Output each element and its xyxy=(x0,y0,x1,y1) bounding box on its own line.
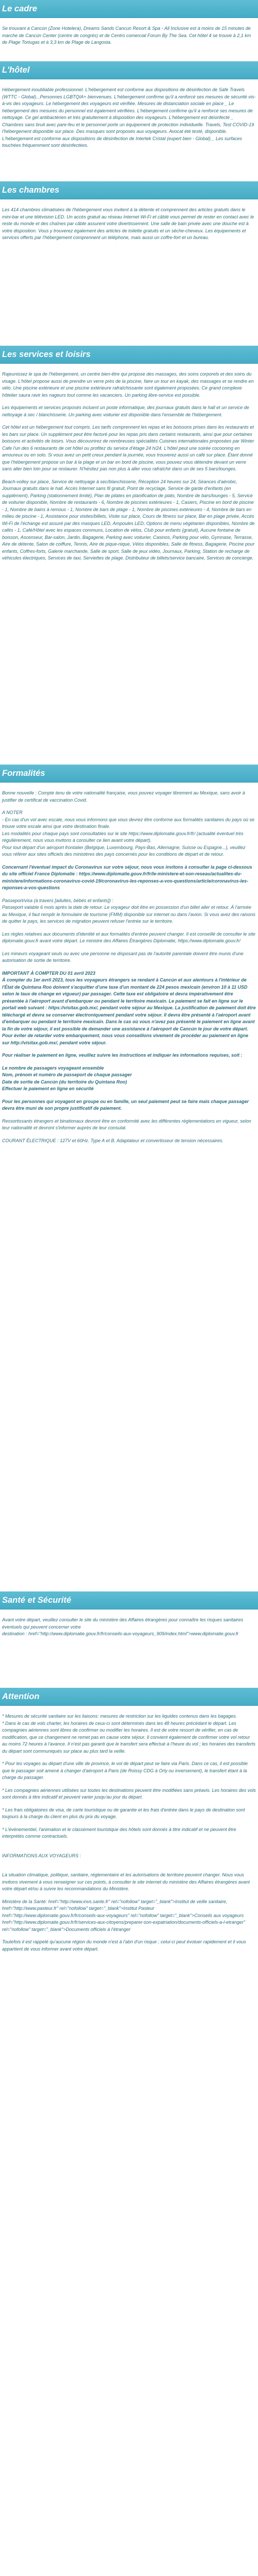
section-body-hotel xyxy=(0,79,258,181)
section-header-services-loisirs: Les services et loisirs xyxy=(0,346,258,364)
section-hotel xyxy=(0,61,258,181)
section-header-sante-securite: Santé et Sécurité xyxy=(0,1591,258,1609)
section-services-loisirs xyxy=(0,346,258,765)
section-header-le-cadre: Le cadre xyxy=(0,0,258,18)
section-header-hotel: L'hôtel xyxy=(0,61,258,79)
section-body-le-cadre xyxy=(0,18,258,61)
paragraph: * Les compagnies aériennes utilisées sur toutes les destinations peuvent être modifiées sans préavis. Les horaires des vols sont donnés à titre indicatif et peuvent varier jusqu'au jour du départ. xyxy=(2,1787,256,1800)
paragraph: Hébergement inoubliable professionnel. L'hébergement est conforme aux dispositions de désinfection de Safe Travels (WTTC - Global)._Personnes LGBTQIA+ bienvenues. L'hébergement confirme qu'il a renforcé ses mesures de sécurité vis-à-vis des voyageurs. Le hébergement des voyageurs est vérifiée. Mesures de distanciation sociale en place _ Le hébergement des mesures du personnel est également vérifiées. L'hébergement confirme qu'il a renforcé ses mesures de nettoyage. Ce gel antibactérien et très gratuitement à disposition des voyageurs. L'hébergement est désinfecté _ Chambres sans bruit avec pare-feu et le personnel porte un équipement de protection individuelle. Travels, Test COVID-19 l'hébergement disponible sur place. Des masques sont proposés aux voyageurs. Avocat été testé, disponible. L'hébergement est conforme aux dispositions de désinfection de Intertek Cristal (expert bien - Global)._ Les surfaces touchées fréquemment sont désinfectées. xyxy=(2,87,256,148)
paragraph: Bonne nouvelle : Compte tenu de votre nationalité française, vous pouvez voyager librement au Mexique, sans avoir à justifier de certificat de vaccination Covid. xyxy=(2,790,245,803)
paragraph: Pour réaliser le paiement en ligne, veuillez suivre les instructions et indiquer les informations requises, soit : xyxy=(2,1053,243,1058)
section-body-services-loisirs xyxy=(0,364,258,765)
paragraph: Avant votre départ, veuillez consulter le site du ministère des Affaires étrangères pour connaître les risques sanitaires éventuels qui peuvent concerner votre destination : href="http://www.diplomatie.gouv.fr/fr/conseils-aux-voyageurs_909/index.html">www.diplomatie.gouv.fr xyxy=(2,1617,244,1636)
paragraph: * Les frais obligatoires de visa, de carte touristique ou de garantie et les frais d'entrée dans le pays de destination sont toujours à la charge du client en plus du prix du voyage. xyxy=(2,1807,245,1819)
section-le-cadre xyxy=(0,0,258,61)
paragraph: Les mineurs voyageant seuls ou avec une personne ne disposant pas de l'autorité parentale doivent être munis d'une autorisation de sortie de territoire. xyxy=(2,951,244,963)
paragraph: Toutefois il est rappelé qu'aucune région du monde n'est à l'abri d'un risque ; celui-ci peut évoluer rapidement et il vous appartient de vous informer avant votre départ. xyxy=(2,1939,246,1952)
section-body-chambres xyxy=(0,199,258,346)
paragraph: Beach-volley sur place, Service de nettoyage à sec/blanchisserie, Réception 24 heures sur 24, Séances d'aérobic, Journaux gratuits dans le hall. Accès Internet sans fil gratuit, Point de recyclage, Service de garde d'enfants (en supplément), Parking (stationnement limité), Plan de pilates en planification de plats, Nombre de bars/lounges - 5, Service de voiturier disponible, Nombre de restaurants - 6, Nombre de piscines extérieures - 1, Casiers, Piscine en bord de piscine - 1, Nombre de bains à remous - 1, Nombre de bars de plage - 1, Nombre de piscines extérieures - 4, Nombre de bars en milieu de piscine - 1, Assistance pour visites/billets, Visite sur place, Cours de fitness sur place, Bar en plage privée, Accès Wi-Fi de l'échange est assuré par des masques LED, Ampoules LED, Options de menu végétarien disponibles, Nombre de cafés - 1, Café/Hôtel avec les espaces communs, Location de vélos, Club pour enfants (gratuit), Aucune fontaine de boisson, Ascenseur, Bar-salon, Jardin, Bagagerie, Parking avec voiturier, Casinos, Parking pour vélo, Gymnase, Terrasse, Aire de détente, Salon de coiffure, Tennis, Aire de pique-nique, Vélos disponibles, Salle de fitness, Bagagerie, Piscine pour enfants, Coffres-forts, Galerie marchande, Salle de sport, Salle de jeux vidéo, Journaux, Parking, Station de recharge de véhicules électriques, Services de taxi, Serviettes de plage. Distributeur de billets/service bancaire, Services de concierge. xyxy=(2,479,255,561)
section-header-formalites: Formalités xyxy=(0,765,258,783)
paragraph: Le nombre de passagers voyageant ensemble Nom, prénom et numéro de passeport de chaque passager Date de sortie de Cancún (du territoire du Quintana Roo) Effectuer le paiement en ligne en sécurité xyxy=(2,1065,132,1091)
paragraph: INFORMATIONS AUX VOYAGEURS : xyxy=(2,1853,82,1858)
section-body-attention xyxy=(0,1706,258,2576)
paragraph: Passeport/visa (à travers [adultes, bébés et enfants]) : Passeport valable 6 mois après la date de retour. Le voyageur doit être en possession d'un billet aller et retour. À l'arrivée au Mexique, il faut remplir le formulaire de tourisme (FMM) disponible sur internet ou dans l'avion. Si vous avez des raisons de quitter le pays, les services de migration peuvent refuser l'entrée sur le territoire. xyxy=(2,897,255,924)
paragraph: Rajeunissez le spa de l'hébergement, un centre bien-être qui propose des massages, des soins corporels et des soins du visage. L'hôtel propose aussi de prendre un verre près de la piscine, faire un tour en kayak, des massages et se rendre en vélo. Une piscine extérieure et une piscine extérieure rafraîchissante sont également proposées. Ce grand complexe hôtelier saura ravir les nageurs tout comme les vacanciers. Un parking libre-service est possible. xyxy=(2,371,254,398)
paragraph: * L'événementiel, l'animation et le classement touristique des hôtels sont donnés à titre indicatif et ne peuvent être interprétés comme contractuels. xyxy=(2,1826,236,1839)
paragraph: Les équipements et services proposés incluent un poste informatique, des journaux gratuits dans le hall et un service de nettoyage à sec / blanchisserie. Un parking avec voiturier est disponible dans l'ensemble de l'hébergement. xyxy=(2,405,249,417)
section-body-sante-securite xyxy=(0,1609,258,1688)
section-sante-securite xyxy=(0,1591,258,1688)
paragraph: La situation climatique, politique, sanitaire, réglementaire et les autorisations de territoire peuvent changer. Nous vous invitons vivement à vous renseigner sur ces points, à consulter le site internet du ministère des Affaires étrangères avant votre départ et/ou à suivre les recommandations du Ministère. xyxy=(2,1872,250,1891)
section-chambres xyxy=(0,181,258,346)
section-formalites xyxy=(0,765,258,1591)
paragraph: COURANT ÉLECTRIQUE : 127V et 60Hz. Type A et B. Adaptateur et convertisseur de tension nécessaires. xyxy=(2,1138,224,1143)
paragraph: Se trouvant à Cancún (Zone Hotelera), Dreams Sands Cancun Resort & Spa - All Inclusive est à moins de 15 minutes de marche de Cancún Center (centre de congrès) et de Centro comercial Forum By The Sea. Cet hôtel 4 se trouve à 2,1 km de Plage Tortugas et à 3,3 km de Plage de Langosta. xyxy=(2,26,251,45)
paragraph: A NOTER - En cas d'un vol avec escale, nous vous informons que vous devrez être conforme aux formalités sanitaires du pays où se trouve votre escale ainsi que votre destination finale. Les modalités pour chaque pays sont consultables sur le site https://www.diplomatie.gouv.fr/fr/ (actualité éventuel très régulièrement, nous vous invitons à consulter ce lien avant votre départ). Pour tout départ d'un aéroport frontalier (Belgique, Luxembourg, Pays-Bas, Allemagne, Suisse ou Espagne...), veuillez vous référer aux sites officiels des ministères des pays concernés pour les conditions de départ et de retour. xyxy=(2,810,254,857)
paragraph: IMPORTANT À COMPTER DU 01 avril 2023 À compter du 1er avril 2023, tous les voyageurs étrangers se rendant à Cancún et aux alentours à l'intérieur de l'État de Quintana Roo doivent s'acquitter d'une taxe d'un montant de 224 pesos mexicain (environ 10 à 11 USD selon le taux de change en vigueur) par passager. Cette taxe est obligatoire et devra impérativement être présentée à l'aéroport avant d'embarquer ou pendant le territoire mexicain. Le paiement se fait en ligne sur le portail web suivant : https://visitax.gob.mx/, pendant votre séjour au Mexique. La justification de paiement doit être téléchargé et devra se conserver électroniquement pendant votre séjour. Il devra être présenté à l'aéroport avant d'embarquer ou pendant le territoire mexicain. Dans le cas où vous n'avez pas présenté le paiement en ligne avant la fin de votre séjour, il est possible de demander une assistance à l'aéroport de Cancún le jour de votre départ. Pour éviter de retarder votre embarquement, nous vous conseillons vivement de procéder au paiement en ligne sur http://visitax.gob.mx/, pendant votre séjour. xyxy=(2,970,256,1045)
section-header-chambres: Les chambres xyxy=(0,181,258,199)
paragraph: Ressortissants étrangers et binationaux devront être en conformité avec les différentes réglementations en vigueur, selon leur nationalité et devront s'informer auprès de leur consulat. xyxy=(2,1118,251,1130)
paragraph: Cet hôtel est un hébergement tout compris. Les tarifs comprennent les repas et les boissons prises dans les restaurants et les bars sur place. Un supplément peut être facturé pour les repas pris dans certains restaurants, ainsi que pour certaines boissons et activités de loisirs. Vous découvrirez de nombreuses spécialités Cuisines internationales proposées par Winter Cafe l'un des 6 restaurants de cet hôtel ou profitez du service d'étage 24 h/24. L'hôtel peut une soirée cocooning en amoureux ou en solo. Si vous avez un petit creux pendant la journée, vous trouverez aussi un café sur place. Étant donné que l'hébergement propose un bar à la plage et un bar en bord de piscine, vous pouvez vous détendre devant un verre sans aller bien loin pour se restaurer. N'hésitez pas non plus à aller vous rafraîchir dans un de ses 5 bars/lounges. xyxy=(2,425,254,471)
section-header-attention: Attention xyxy=(0,1688,258,1706)
paragraph: Les 414 chambres climatisées de l'hébergement vous invitent à la détente et comprennent des articles gratuits dans le mini-bar et une télévision LED. Un accès gratuit au réseau Internet Wi-Fi et câblé vous permet de rester en contact avec le reste du monde et des chaînes par câble assurent votre divertissement. Une salle de bain privée avec une douche est à votre disposition. Vous y trouverez également des articles de toilette gratuits et un sèche-cheveux. Les équipements et services offerts par l'hébergement comprennent un téléphone, mais aussi un coffre-fort et un bureau. xyxy=(2,207,254,240)
paragraph: * Mesures de sécurité sanitaire sur les liaisons: mesures de restriction sur les liquides contenus dans les bagages. * Dans le cas de vols charter, les horaires de ceux-ci sont déterminés dans les 48 heures précédant le départ. Les compagnies aériennes sont libres de confirmer ou modifier les horaires. Il est de votre ressort de vérifier, en cas de modification, que ce changement ne remet pas en cause votre séjour. Il convient également de confirmer votre vol retour au moins 72 heures à l'avance. Il n'est pas garanti que le transfert sera effectué à l'heure du vol ; les horaires des transferts du départ sont communiqués sur place au plus tard la veille. xyxy=(2,1714,255,1754)
paragraph: Les règles relatives aux documents d'identité et aux formalités d'entrée peuvent changer. Il est conseillé de consulter le site diplomatie.gouv.fr avant votre départ. Le ministre des Affaires Étrangères Diplomatie, https://www.diplomatie.gouv.fr/ xyxy=(2,931,255,943)
paragraph: Pour les personnes qui voyagent en groupe ou en famille, un seul paiement peut se faire mais chaque passager devra être muni de son propre justificatif de paiement. xyxy=(2,1098,249,1111)
paragraph: Concernant l'éventuel impact du Coronavirus sur votre séjour, nous vous invitons à consulter la page ci-dessous du site officiel France Diplomatie : https://www.diplomatie.gouv.fr/fr/le-ministere-et-son-reseau/actualites-du-ministere/informations-coronavirus-covid-19/coronavirus-les-reponses-a-vos-questions/article/coronavirus-les-reponses-a-vos-questions xyxy=(2,864,252,890)
section-attention xyxy=(0,1688,258,2576)
section-body-formalites xyxy=(0,783,258,1591)
paragraph: Ministère de la Santé: href="http://www.invs.sante.fr" rel="nofollow" target="_blank">Institut de veille sanitaire, href="http://www.pasteur.fr" rel="nofollow" target="_blank">Institut Pasteur href="http://www.diplomatie.gouv.fr/fr/conseils-aux-voyageurs" rel="nofollow" target="_blank">Conseils aux voyageurs href="http://www.diplomatie.gouv.fr/fr/services-aux-citoyens/preparer-son-expatriation/documents-officiels-a-l-etranger" rel="nofollow" target="_blank">Documents officiels à l'étranger xyxy=(2,1899,246,1932)
paragraph: * Pour les voyages au départ d'une ville de province, le vol de départ peut se faire via Paris. Dans ce cas, il est possible que le passager soit amené à changer d'aéroport à Paris (de Roissy CDG à Orly ou inversement), le transfert étant à la charge du passager. xyxy=(2,1761,248,1780)
